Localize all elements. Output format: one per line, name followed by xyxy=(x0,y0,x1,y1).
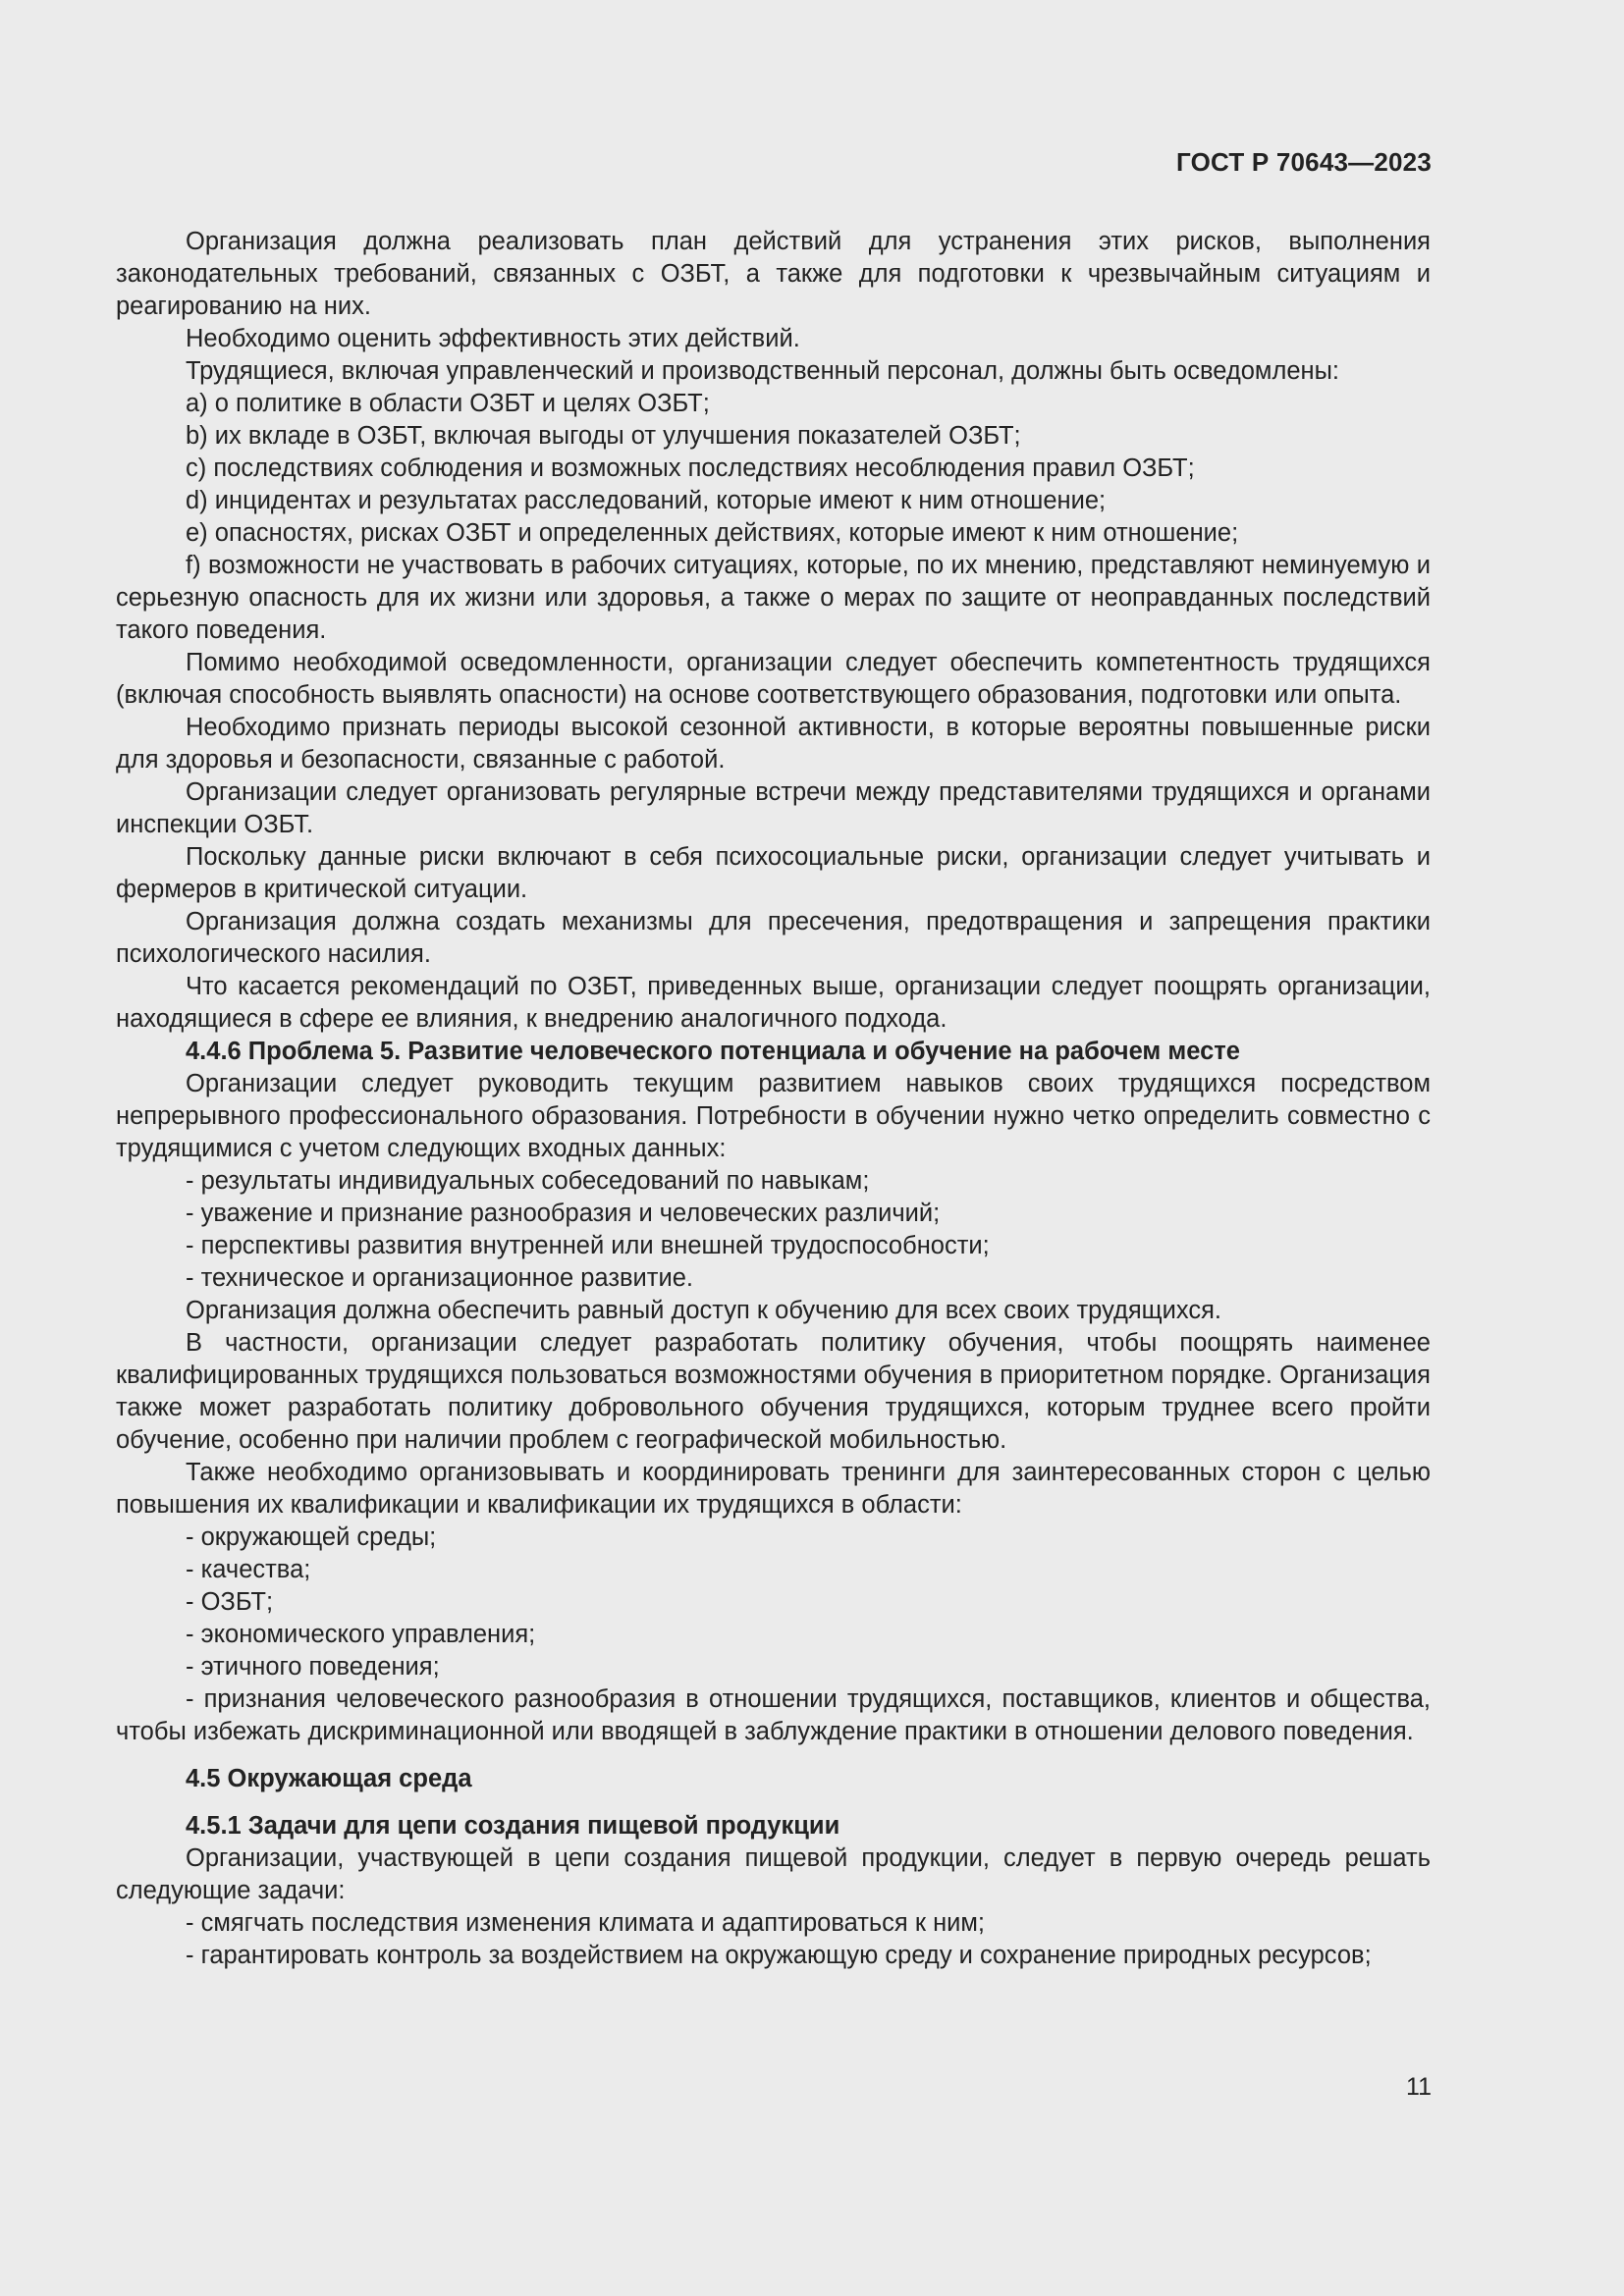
list-item: - окружающей среды; xyxy=(186,1523,437,1551)
section-heading: 4.4.6 Проблема 5. Развитие человеческого потенциала и обучение на рабочем месте xyxy=(186,1038,1240,1065)
body-paragraph: Организации следует руководить текущим развитием навыков своих трудящихся посредством непрерывного профессионального образования. Потребности в обучении нужно четко определить совместно с трудящимися с учетом следующих входных данных: xyxy=(116,1070,1431,1162)
list-item: - результаты индивидуальных собеседований по навыкам; xyxy=(186,1167,870,1195)
body-paragraph: Организация должна реализовать план действий для устранения этих рисков, выполнения законодательных требований, связанных с ОЗБТ, а также для подготовки к чрезвычайным ситуациям и реагированию на них. xyxy=(116,228,1431,320)
section-heading: 4.5 Окружающая среда xyxy=(186,1765,472,1792)
body-paragraph: Организации следует организовать регулярные встречи между представителями трудящихся и органами инспекции ОЗБТ. xyxy=(116,778,1431,838)
body-paragraph: a) о политике в области ОЗБТ и целях ОЗБТ; xyxy=(186,390,710,417)
body-paragraph: e) опасностях, рисках ОЗБТ и определенных действиях, которые имеют к ним отношение; xyxy=(186,519,1239,547)
document-code-header: ГОСТ Р 70643—2023 xyxy=(1176,147,1432,177)
list-item: - уважение и признание разнообразия и человеческих различий; xyxy=(186,1200,941,1227)
body-paragraph: Организации, участвующей в цепи создания пищевой продукции, следует в первую очередь решать следующие задачи: xyxy=(116,1844,1431,1904)
body-paragraph: b) их вкладе в ОЗБТ, включая выгоды от улучшения показателей ОЗБТ; xyxy=(186,422,1021,450)
list-item: - смягчать последствия изменения климата и адаптироваться к ним; xyxy=(186,1909,986,1937)
body-paragraph: d) инцидентах и результатах расследований, которые имеют к ним отношение; xyxy=(186,487,1107,514)
list-item: - экономического управления; xyxy=(186,1621,536,1648)
list-item: - перспективы развития внутренней или внешней трудоспособности; xyxy=(186,1232,990,1259)
body-paragraph: Трудящиеся, включая управленческий и производственный персонал, должны быть осведомлены: xyxy=(186,357,1340,385)
body-paragraph: Помимо необходимой осведомленности, организации следует обеспечить компетентность трудящихся (включая способность выявлять опасности) на основе соответствующего образования, подготовки или опыта. xyxy=(116,649,1431,709)
section-heading: 4.5.1 Задачи для цепи создания пищевой продукции xyxy=(186,1812,840,1840)
body-paragraph: Что касается рекомендаций по ОЗБТ, приведенных выше, организации следует поощрять организации, находящиеся в сфере ее влияния, к внедрению аналогичного подхода. xyxy=(116,973,1431,1033)
body-paragraph: Необходимо признать периоды высокой сезонной активности, в которые вероятны повышенные риски для здоровья и безопасности, связанные с работой. xyxy=(116,714,1431,774)
body-paragraph: Также необходимо организовывать и координировать тренинги для заинтересованных сторон с целью повышения их квалификации и квалификации их трудящихся в области: xyxy=(116,1459,1431,1519)
body-paragraph: c) последствиях соблюдения и возможных последствиях несоблюдения правил ОЗБТ; xyxy=(186,454,1195,482)
list-item: - гарантировать контроль за воздействием на окружающую среду и сохранение природных ресурсов; xyxy=(186,1942,1372,1969)
list-item: - техническое и организационное развитие. xyxy=(186,1264,693,1292)
list-item: - качества; xyxy=(186,1556,311,1583)
body-paragraph: В частности, организации следует разработать политику обучения, чтобы поощрять наименее квалифицированных трудящихся пользоваться возможностями обучения в приоритетном порядке. Организация также может разработать политику добровольного обучения трудящихся, которым труднее всего пройти обучение, особенно при наличии проблем с географической мобильностью. xyxy=(116,1329,1431,1454)
list-item: - этичного поведения; xyxy=(186,1653,440,1681)
list-item: - ОЗБТ; xyxy=(186,1588,274,1616)
body-paragraph: Организация должна обеспечить равный доступ к обучению для всех своих трудящихся. xyxy=(186,1297,1222,1324)
body-paragraph: Организация должна создать механизмы для пресечения, предотвращения и запрещения практики психологического насилия. xyxy=(116,908,1431,968)
body-paragraph: Поскольку данные риски включают в себя психосоциальные риски, организации следует учитывать и фермеров в критической ситуации. xyxy=(116,843,1431,903)
document-body xyxy=(116,226,1431,1972)
body-paragraph: f) возможности не участвовать в рабочих ситуациях, которые, по их мнению, представляют неминуемую и серьезную опасность для их жизни или здоровья, а также о мерах по защите от неоправданных последствий такого поведения. xyxy=(116,552,1431,644)
body-paragraph: - признания человеческого разнообразия в отношении трудящихся, поставщиков, клиентов и общества, чтобы избежать дискриминационной или вводящей в заблуждение практики в отношении делового поведения. xyxy=(116,1685,1431,1745)
page-number: 11 xyxy=(1406,2073,1432,2101)
body-paragraph: Необходимо оценить эффективность этих действий. xyxy=(186,325,800,352)
